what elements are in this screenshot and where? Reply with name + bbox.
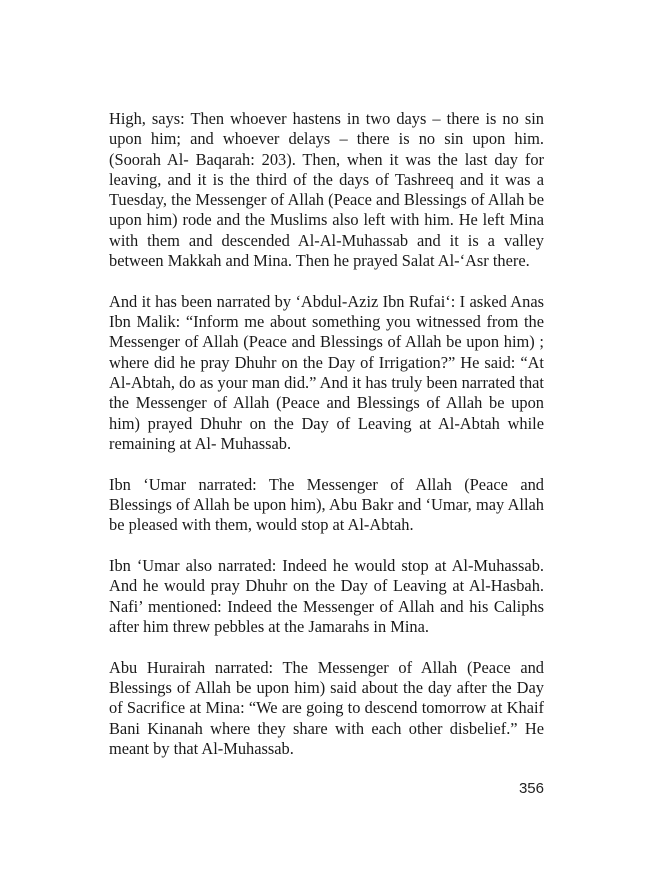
paragraph-ibn-umar-also-narration: Ibn ‘Umar also narrated: Indeed he would stop at Al-Muhassab. And he would pray Dhuhr on the Day of Leaving at Al-Hasbah. Nafi’ mentioned: Indeed the Messenger of Allah and his Caliphs after him threw pebbles at the Jamarahs in Mina. xyxy=(109,556,544,637)
paragraph-departure-from-mina: High, says: Then whoever hastens in two days – there is no sin upon him; and whoever delays – there is no sin upon him. (Soorah Al- Baqarah: 203). Then, when it was the last day for leaving, and it is the third of the days of Tashreeq and it was a Tuesday, the Messenger of Allah (Peace and Blessings of Allah be upon him) rode and the Muslims also left with him. He left Mina with them and descended Al-Al-Muhassab and it is a valley between Makkah and Mina. Then he prayed Salat Al-‘Asr there. xyxy=(109,109,544,271)
paragraph-abdul-aziz-narration: And it has been narrated by ‘Abdul-Aziz Ibn Rufai‘: I asked Anas Ibn Malik: “Inform me about something you witnessed from the Messenger of Allah (Peace and Blessings of Allah be upon him) ; where did he pray Dhuhr on the Day of Irrigation?” He said: “At Al-Abtah, do as your man did.” And it has truly been narrated that the Messenger of Allah (Peace and Blessings of Allah be upon him) prayed Dhuhr on the Day of Leaving at Al-Abtah while remaining at Al- Muhassab. xyxy=(109,291,544,453)
paragraph-abu-hurairah-narration: Abu Hurairah narrated: The Messenger of Allah (Peace and Blessings of Allah be upon him) said about the day after the Day of Sacrifice at Mina: “We are going to descend tomorrow at Khaif Bani Kinanah where they share with each other disbelief.” He meant by that Al-Muhassab. xyxy=(109,657,544,759)
body-text xyxy=(109,109,544,780)
paragraph-ibn-umar-narration: Ibn ‘Umar narrated: The Messenger of Allah (Peace and Blessings of Allah be upon him), Abu Bakr and ‘Umar, may Allah be pleased with them, would stop at Al-Abtah. xyxy=(109,474,544,535)
page-number: 356 xyxy=(518,780,544,797)
